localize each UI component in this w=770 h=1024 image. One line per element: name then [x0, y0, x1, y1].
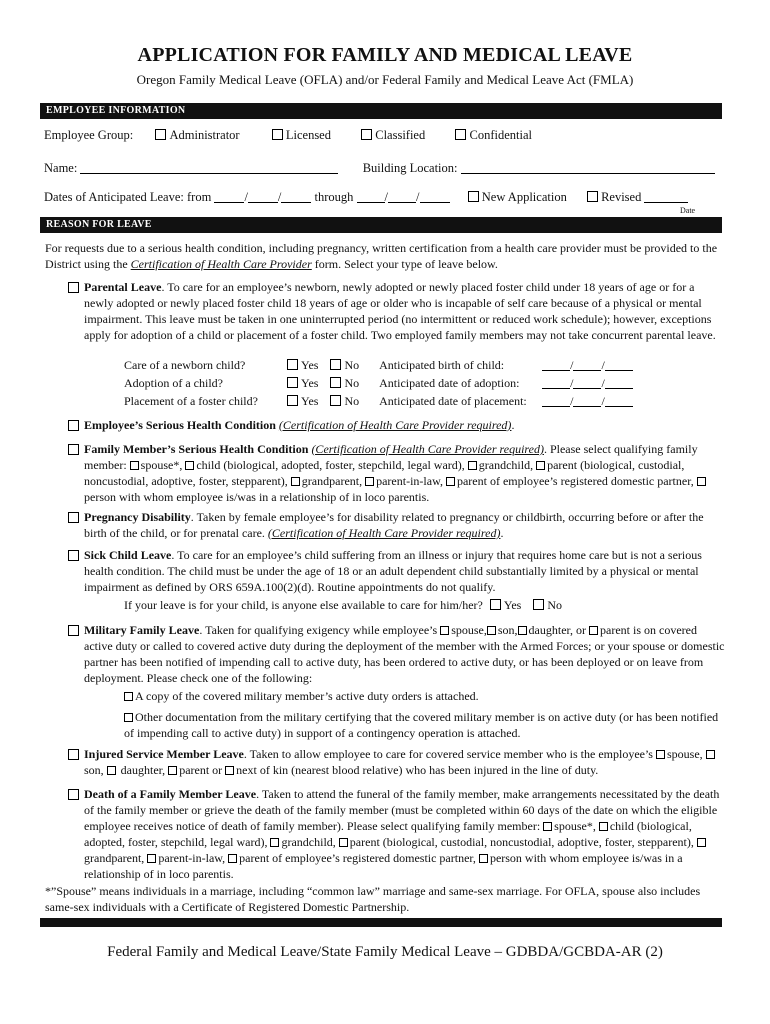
through-label: through — [314, 190, 354, 204]
parental-q1-row: Care of a newborn child? Yes No Anticipated birth of child: / / — [124, 358, 633, 373]
placement-year-field[interactable] — [605, 395, 633, 407]
date-caption: Date — [680, 206, 696, 215]
footer-divider — [40, 918, 722, 927]
death-label: Death of a Family Member Leave — [84, 787, 257, 801]
intro-text-2: form. Select your type of leave below. — [311, 257, 498, 271]
family-spouse-checkbox[interactable] — [130, 461, 139, 470]
sick-child-yes-checkbox[interactable] — [490, 599, 501, 610]
family-serious-checkbox[interactable] — [68, 444, 79, 455]
injured-next-of-kin-checkbox[interactable] — [225, 766, 234, 775]
revised-label: Revised — [601, 190, 642, 204]
death-item — [84, 786, 726, 882]
military-label: Military Family Leave — [84, 623, 200, 637]
reason-header: REASON FOR LEAVE — [40, 217, 722, 233]
military-spouse-checkbox[interactable] — [440, 626, 449, 635]
employee-serious-item: Employee’s Serious Health Condition (Certification of Health Care Provider required). — [84, 418, 515, 432]
family-parent-label: parent (biological, custodial, noncustodial, adoptive, foster, stepparent), — [84, 458, 685, 488]
military-check-2-row — [124, 709, 724, 741]
death-grandparent-checkbox[interactable] — [697, 838, 706, 847]
military-spouse-label: spouse, — [451, 623, 487, 637]
military-check-1-row — [124, 688, 724, 704]
dates-row: Dates of Anticipated Leave: from / / through / / New Application Revised — [44, 190, 688, 205]
parental-q3-yes[interactable] — [287, 395, 298, 406]
group-administrator-checkbox[interactable] — [155, 129, 166, 140]
military-daughter-label: daughter, or — [528, 623, 587, 637]
parental-q1-label: Care of a newborn child? — [124, 358, 246, 372]
no-label: No — [344, 358, 360, 372]
death-grandparent-label: grandparent, — [84, 851, 145, 865]
adoption-day-field[interactable] — [573, 377, 601, 389]
injured-checkbox[interactable] — [68, 749, 79, 760]
parental-leave-label: Parental Leave — [84, 280, 162, 294]
military-son-checkbox[interactable] — [487, 626, 496, 635]
injured-spouse-checkbox[interactable] — [656, 750, 665, 759]
family-child-label: child (biological, adopted, foster, stepchild, legal ward), — [196, 458, 465, 472]
group-licensed-label: Licensed — [285, 128, 331, 142]
family-dp-parent-label: parent of employee’s registered domestic partner, — [456, 474, 694, 488]
employee-group-label: Employee Group: — [44, 128, 134, 142]
group-classified-checkbox[interactable] — [361, 129, 372, 140]
parental-q2-yes[interactable] — [287, 377, 298, 388]
death-spouse-label: spouse*, — [554, 819, 596, 833]
employee-group-row — [44, 128, 532, 143]
employee-serious-cert: (Certification of Health Care Provider required) — [278, 418, 512, 432]
spouse-footnote: *”Spouse” means individuals in a marriage, including “common law” marriage and same-sex marriage. For OFLA, spouse also includes same-sex individuals with a Certificate of Registered Domestic Partnership. — [45, 884, 701, 914]
military-item — [84, 622, 726, 686]
parental-q2-no[interactable] — [330, 377, 341, 388]
through-year-field[interactable] — [420, 191, 450, 203]
death-grandchild-checkbox[interactable] — [270, 838, 279, 847]
injured-label: Injured Service Member Leave — [84, 747, 244, 761]
form-subtitle: Oregon Family Medical Leave (OFLA) and/or Federal Family and Medical Leave Act (FMLA) — [136, 72, 634, 87]
parental-leave-item — [84, 279, 726, 343]
death-spouse-checkbox[interactable] — [543, 822, 552, 831]
family-grandparent-checkbox[interactable] — [291, 477, 300, 486]
group-confidential-checkbox[interactable] — [455, 129, 466, 140]
sick-child-no-label: No — [547, 598, 562, 612]
family-loco-parentis-label: person with whom employee is/was in a relationship of in loco parentis. — [84, 490, 430, 504]
parental-q2-row: Adoption of a child? Yes No Anticipated date of adoption: / / — [124, 376, 633, 391]
death-loco-parentis-label: person with whom employee is/was in a relationship of in loco parentis. — [84, 851, 683, 881]
from-month-field[interactable] — [214, 191, 244, 203]
injured-son-label: son, — [84, 763, 104, 777]
death-child-checkbox[interactable] — [599, 822, 608, 831]
sick-child-label: Sick Child Leave — [84, 548, 172, 562]
dates-label: Dates of Anticipated Leave: from — [44, 190, 212, 204]
military-parent-checkbox[interactable] — [589, 626, 598, 635]
birth-year-field[interactable] — [605, 359, 633, 371]
name-label: Name: — [44, 161, 78, 175]
injured-daughter-label: daughter, — [117, 763, 166, 777]
no-label: No — [344, 394, 360, 408]
injured-parent-label: parent or — [179, 763, 223, 777]
name-row — [44, 161, 715, 176]
group-administrator-label: Administrator — [169, 128, 240, 142]
pregnancy-label: Pregnancy Disability — [84, 510, 191, 524]
revised-checkbox[interactable] — [587, 191, 598, 202]
employee-info-header: EMPLOYEE INFORMATION — [40, 103, 722, 119]
parental-q2-date-label: Anticipated date of adoption: — [379, 376, 520, 390]
pregnancy-checkbox[interactable] — [68, 512, 79, 523]
injured-item — [84, 746, 726, 778]
family-grandparent-label: grandparent, — [301, 474, 363, 488]
form-title: APPLICATION FOR FAMILY AND MEDICAL LEAVE — [137, 44, 633, 66]
from-year-field[interactable] — [281, 191, 311, 203]
sick-child-yes-label: Yes — [503, 598, 522, 612]
sick-child-item — [84, 547, 726, 595]
sick-child-question: If your leave is for your child, is anyone else available to care for him/her? — [124, 598, 483, 612]
military-parent-label: parent is on — [600, 623, 657, 637]
sick-child-question-row — [124, 598, 562, 613]
group-confidential-label: Confidential — [469, 128, 532, 142]
revised-date-field[interactable] — [644, 191, 688, 203]
death-parent-checkbox[interactable] — [339, 838, 348, 847]
parental-q3-label: Placement of a foster child? — [124, 394, 258, 408]
parental-q3-no[interactable] — [330, 395, 341, 406]
building-label: Building Location: — [362, 161, 458, 175]
military-other-doc-checkbox[interactable] — [124, 713, 133, 722]
death-checkbox[interactable] — [68, 789, 79, 800]
injured-next-of-kin-label: next of kin (nearest blood relative) who has been injured in the line of duty. — [236, 763, 599, 777]
death-parent-in-law-checkbox[interactable] — [147, 854, 156, 863]
family-grandchild-label: grandchild, — [478, 458, 534, 472]
death-text: . Taken to attend the funeral of the family member, make arrangements necessitated by the death of the family member or grieve the death of the family member (must be completed within 60 days of the date on which the eligible employee receives notice of death of family member). Please select qualifying family member: — [84, 787, 720, 833]
death-loco-parentis-checkbox[interactable] — [479, 854, 488, 863]
death-dp-parent-checkbox[interactable] — [228, 854, 237, 863]
parental-leave-text: . To care for an employee’s newborn, newly adopted or newly placed foster child under 18 years of age or for a newly adopted or newly placed foster child 18 years of age or older who is incapable of self care because of a physical or mental impairment. This leave must be taken in one uninterrupted period (no intermittent or reduced work schedule); however, exceptions apply for adoption of a child or placement of a foster child. Two employed family members may not take concurrent parental leave. — [84, 280, 716, 342]
family-serious-item — [84, 441, 726, 505]
injured-son-checkbox[interactable] — [706, 750, 715, 759]
military-orders-label: A copy of the covered military member’s active duty orders is attached. — [135, 689, 479, 703]
family-parent-in-law-checkbox[interactable] — [365, 477, 374, 486]
pregnancy-item: Pregnancy Disability. Taken by female employee’s for disability related to pregnancy or childbirth, occurring before or after the birth of the child, or for prenatal care. (Certification of Health Care Provider required). — [84, 510, 704, 540]
through-day-field[interactable] — [388, 191, 416, 203]
employee-serious-checkbox[interactable] — [68, 420, 79, 431]
military-checkbox[interactable] — [68, 625, 79, 636]
reason-intro — [45, 240, 723, 272]
through-month-field[interactable] — [357, 191, 385, 203]
family-parent-checkbox[interactable] — [536, 461, 545, 470]
military-text-1: . Taken for qualifying exigency while employee’s — [199, 623, 441, 637]
employee-serious-label: Employee’s Serious Health Condition — [84, 418, 276, 432]
injured-daughter-checkbox[interactable] — [107, 766, 116, 775]
pregnancy-text: . Taken by female employee’s for disability related to pregnancy or childbirth, occurring before or after the birth of the child, or for prenatal care. — [84, 510, 704, 540]
family-serious-label: Family Member’s Serious Health Condition — [84, 442, 309, 456]
family-spouse-label: spouse*, — [140, 458, 183, 472]
yes-label: Yes — [301, 376, 319, 390]
parental-q1-yes[interactable] — [287, 359, 298, 370]
injured-spouse-label: spouse, — [666, 747, 703, 761]
intro-text-1: For requests due to a serious health condition, including pregnancy, written certification from a health care provider must be provided to the District using the — [45, 241, 718, 271]
family-grandchild-checkbox[interactable] — [468, 461, 477, 470]
parental-q3-date-label: Anticipated date of placement: — [379, 394, 527, 408]
adoption-year-field[interactable] — [605, 377, 633, 389]
military-text-2: covered active duty or called to covered active duty during the deployment of the member with the Armed Forces; or your spouse or domestic partner has been notified of impending call to active duty, has been ordered to active duty, or has been deployed or on leave from deployment. Please check one of the following: — [84, 623, 725, 685]
name-field[interactable] — [80, 162, 338, 174]
death-parent-label: parent (biological, custodial, noncustodial, adoptive, foster, stepparent), — [349, 835, 694, 849]
family-parent-in-law-label: parent-in-law, — [376, 474, 443, 488]
parental-leave-checkbox[interactable] — [68, 282, 79, 293]
new-application-label: New Application — [481, 190, 567, 204]
placement-month-field[interactable] — [542, 395, 570, 407]
placement-day-field[interactable] — [573, 395, 601, 407]
family-dp-parent-checkbox[interactable] — [446, 477, 455, 486]
parental-q3-row: Placement of a foster child? Yes No Anticipated date of placement: / / — [124, 394, 633, 409]
sick-child-checkbox[interactable] — [68, 550, 79, 561]
yes-label: Yes — [301, 358, 319, 372]
family-loco-parentis-checkbox[interactable] — [697, 477, 706, 486]
parental-q1-no[interactable] — [330, 359, 341, 370]
family-serious-cert: (Certification of Health Care Provider required) — [311, 442, 544, 456]
no-label: No — [344, 376, 360, 390]
family-serious-text: . Please select qualifying family member: — [84, 442, 698, 472]
adoption-month-field[interactable] — [542, 377, 570, 389]
military-orders-checkbox[interactable] — [124, 692, 133, 701]
death-child-label: child (biological, adopted, foster, stepchild, legal ward), — [84, 819, 692, 849]
death-grandchild-label: grandchild, — [281, 835, 336, 849]
intro-cert-link: Certification of Health Care Provider — [130, 257, 312, 271]
group-licensed-checkbox[interactable] — [272, 129, 283, 140]
birth-day-field[interactable] — [573, 359, 601, 371]
family-child-checkbox[interactable] — [185, 461, 194, 470]
sick-child-text: . To care for an employee’s child suffering from an illness or injury that requires home care but is not a serious health condition. The child must be under the age of 18 or an adult dependent child substantially limited by a physical or mental impairment as defined by ORS 659A.100(2)(d). Routine appointments do not qualify. — [84, 548, 702, 594]
birth-month-field[interactable] — [542, 359, 570, 371]
parental-q1-date-label: Anticipated birth of child: — [379, 358, 505, 372]
footer-text: Federal Family and Medical Leave/State Family Medical Leave – GDBDA/GCBDA-AR (2) — [107, 944, 663, 960]
injured-parent-checkbox[interactable] — [168, 766, 177, 775]
pregnancy-cert: (Certification of Health Care Provider required) — [267, 526, 501, 540]
yes-label: Yes — [301, 394, 319, 408]
military-other-doc-label: Other documentation from the military certifying that the covered military member is on active duty (or has been notified of impending call to active duty) in support of a contingency operation is attached. — [124, 710, 719, 740]
death-dp-parent-label: parent of employee’s registered domestic partner, — [239, 851, 476, 865]
death-parent-in-law-label: parent-in-law, — [158, 851, 226, 865]
military-son-label: son, — [497, 623, 518, 637]
sick-child-no-checkbox[interactable] — [533, 599, 544, 610]
group-classified-label: Classified — [375, 128, 426, 142]
injured-text: . Taken to allow employee to care for covered service member who is the employee’s — [243, 747, 656, 761]
military-daughter-checkbox[interactable] — [518, 626, 527, 635]
new-application-checkbox[interactable] — [468, 191, 479, 202]
from-day-field[interactable] — [248, 191, 278, 203]
building-field[interactable] — [461, 162, 715, 174]
parental-q2-label: Adoption of a child? — [124, 376, 223, 390]
